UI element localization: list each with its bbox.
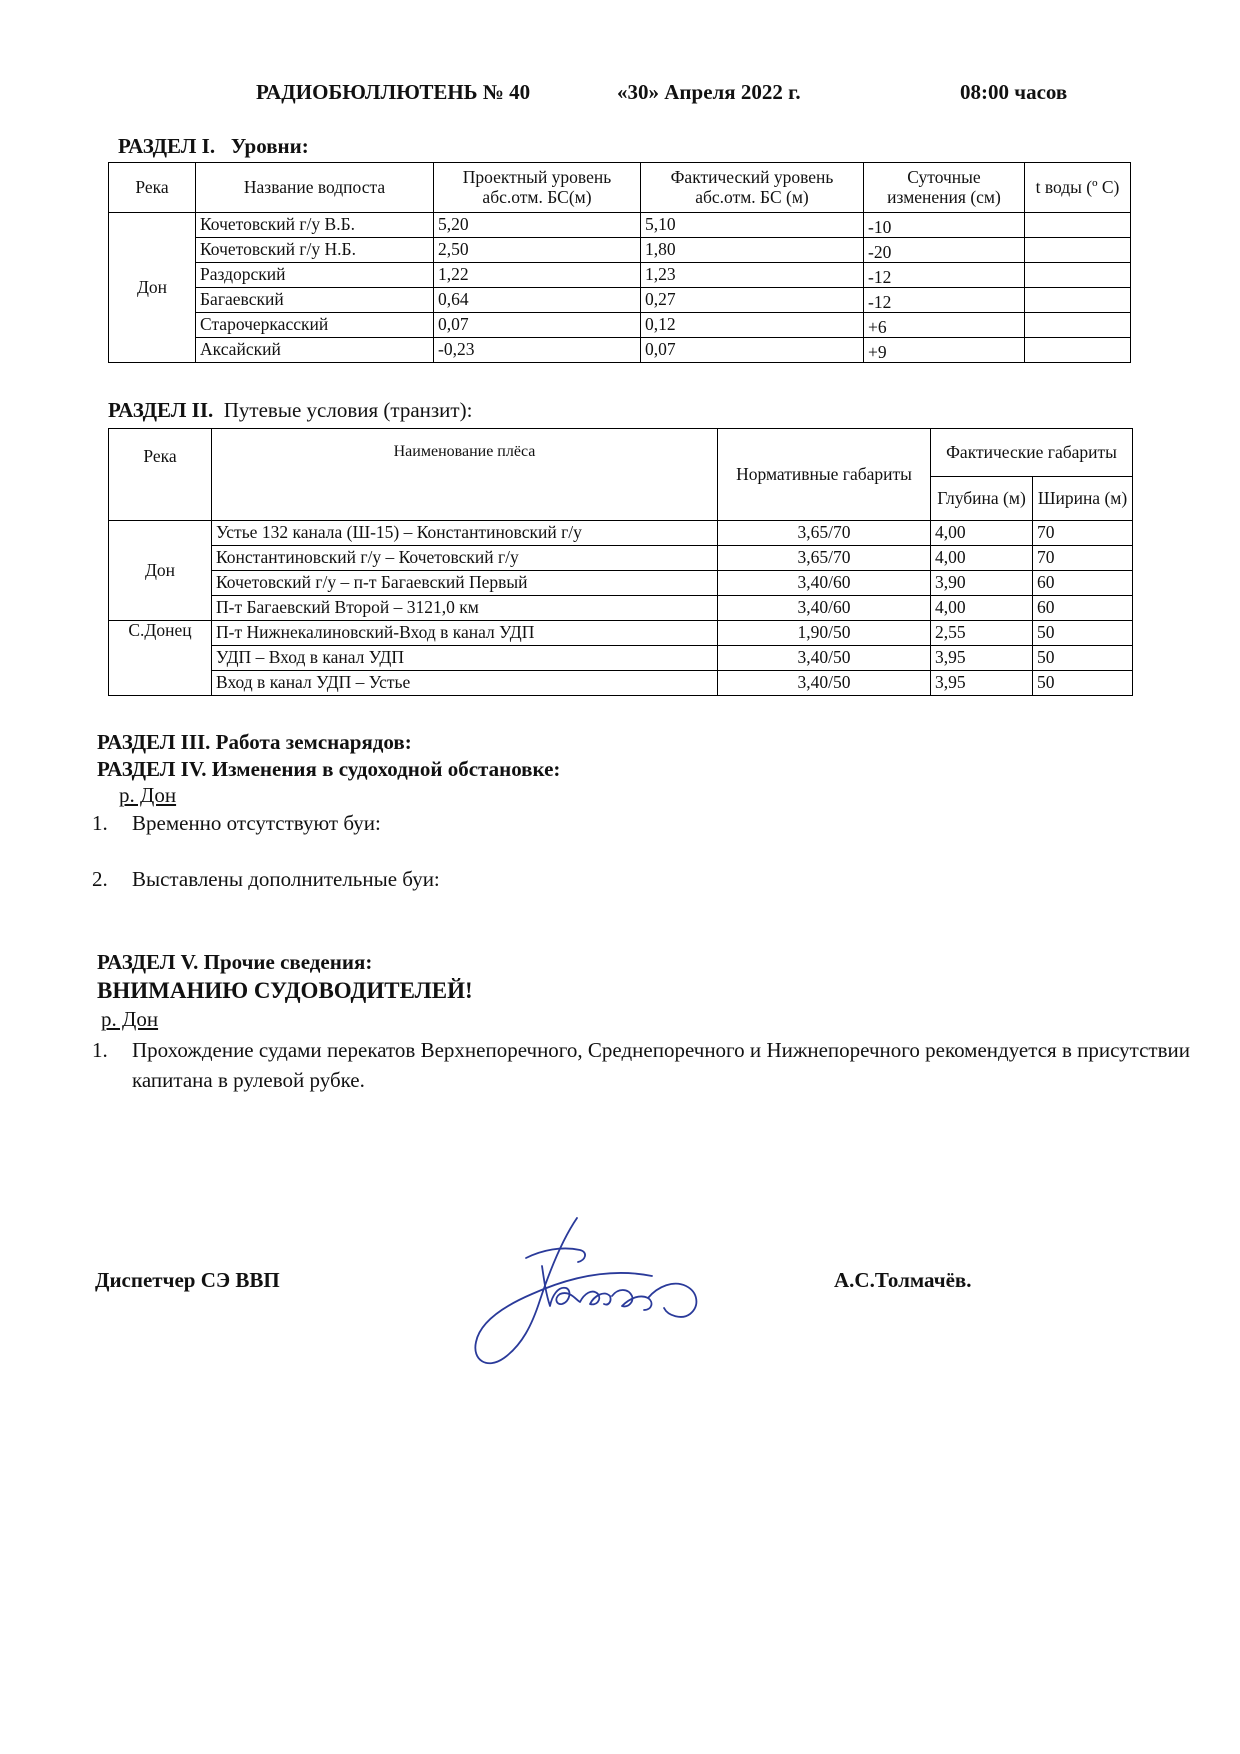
actual-cell: 0,12 bbox=[641, 313, 864, 338]
reach-cell: Устье 132 канала (Ш-15) – Константиновский г/у bbox=[212, 521, 718, 546]
post-cell: Кочетовский г/у Н.Б. bbox=[196, 238, 434, 263]
item-text: Прохождение судами перекатов Верхнепоречного, Среднепоречного и Нижнепоречного рекомендуется в присутствии капитана в рулевой рубке. bbox=[132, 1038, 1190, 1092]
transit-table bbox=[108, 428, 1133, 696]
actual-cell: 1,80 bbox=[641, 238, 864, 263]
temp-cell bbox=[1025, 238, 1131, 263]
river-cell: Дон bbox=[109, 521, 212, 621]
section2-title bbox=[108, 398, 472, 423]
list-item bbox=[92, 864, 1190, 894]
reach-cell: П-т Нижнекалиновский-Вход в канал УДП bbox=[212, 621, 718, 646]
section5-title: РАЗДЕЛ V. Прочие сведения: bbox=[97, 950, 373, 974]
temp-cell bbox=[1025, 338, 1131, 363]
bulletin-header bbox=[0, 80, 1240, 110]
col-water-temp: t воды (º С) bbox=[1025, 163, 1131, 213]
project-cell: 5,20 bbox=[434, 213, 641, 238]
section3-title: РАЗДЕЛ III. Работа земснарядов: bbox=[97, 730, 412, 754]
change-cell: -10 bbox=[864, 213, 1025, 238]
project-cell: 0,07 bbox=[434, 313, 641, 338]
width-cell: 60 bbox=[1033, 571, 1133, 596]
width-cell: 70 bbox=[1033, 546, 1133, 571]
attention-heading: ВНИМАНИЮ СУДОВОДИТЕЛЕЙ! bbox=[97, 978, 473, 1003]
width-cell: 50 bbox=[1033, 646, 1133, 671]
norm-cell: 3,40/60 bbox=[718, 571, 931, 596]
table-row bbox=[109, 546, 1133, 571]
reach-cell: Константиновский г/у – Кочетовский г/у bbox=[212, 546, 718, 571]
table-row bbox=[109, 263, 1131, 288]
actual-cell: 5,10 bbox=[641, 213, 864, 238]
section1-label: РАЗДЕЛ I. bbox=[118, 134, 216, 158]
temp-cell bbox=[1025, 313, 1131, 338]
temp-cell bbox=[1025, 288, 1131, 313]
section2-label: РАЗДЕЛ II. bbox=[108, 398, 214, 422]
section4-title: РАЗДЕЛ IV. Изменения в судоходной обстановке: bbox=[97, 757, 561, 781]
col-daily-change: Суточные изменения (см) bbox=[864, 163, 1025, 213]
section5-river: р. Дон bbox=[101, 1007, 159, 1031]
norm-cell: 3,40/50 bbox=[718, 671, 931, 696]
item-number: 1. bbox=[92, 1038, 108, 1062]
col-actual-level: Фактический уровень абс.отм. БС (м) bbox=[641, 163, 864, 213]
change-cell: +6 bbox=[864, 313, 1025, 338]
section4-river: р. Дон bbox=[119, 783, 177, 807]
project-cell: -0,23 bbox=[434, 338, 641, 363]
table-row bbox=[109, 621, 1133, 646]
levels-header-row bbox=[109, 163, 1131, 213]
project-cell: 0,64 bbox=[434, 288, 641, 313]
table-row bbox=[109, 313, 1131, 338]
river-cell: С.Донец bbox=[109, 621, 212, 696]
project-cell: 1,22 bbox=[434, 263, 641, 288]
depth-cell: 3,95 bbox=[931, 671, 1033, 696]
col-reach-name: Наименование плёса bbox=[212, 429, 718, 521]
signer-position: Диспетчер СЭ ВВП bbox=[95, 1268, 280, 1292]
bulletin-time: 08:00 часов bbox=[960, 80, 1068, 104]
col-width: Ширина (м) bbox=[1033, 477, 1133, 521]
depth-cell: 2,55 bbox=[931, 621, 1033, 646]
col-depth: Глубина (м) bbox=[931, 477, 1033, 521]
col-river: Река bbox=[109, 163, 196, 213]
item-number: 2. bbox=[92, 867, 108, 891]
actual-cell: 1,23 bbox=[641, 263, 864, 288]
item-number: 1. bbox=[92, 811, 108, 835]
norm-cell: 3,65/70 bbox=[718, 546, 931, 571]
post-cell: Кочетовский г/у В.Б. bbox=[196, 213, 434, 238]
table-row bbox=[109, 338, 1131, 363]
table-row bbox=[109, 213, 1131, 238]
table-row bbox=[109, 521, 1133, 546]
norm-cell: 3,65/70 bbox=[718, 521, 931, 546]
norm-cell: 1,90/50 bbox=[718, 621, 931, 646]
change-cell: -12 bbox=[864, 288, 1025, 313]
post-cell: Багаевский bbox=[196, 288, 434, 313]
table-row bbox=[109, 238, 1131, 263]
reach-cell: УДП – Вход в канал УДП bbox=[212, 646, 718, 671]
depth-cell: 3,95 bbox=[931, 646, 1033, 671]
reach-cell: Кочетовский г/у – п-т Багаевский Первый bbox=[212, 571, 718, 596]
change-cell: -12 bbox=[864, 263, 1025, 288]
list-item bbox=[92, 808, 1190, 838]
temp-cell bbox=[1025, 263, 1131, 288]
list-item bbox=[92, 1035, 1190, 1095]
temp-cell bbox=[1025, 213, 1131, 238]
section1-heading: Уровни: bbox=[230, 134, 309, 158]
reach-cell: П-т Багаевский Второй – 3121,0 км bbox=[212, 596, 718, 621]
change-cell: -20 bbox=[864, 238, 1025, 263]
table-row bbox=[109, 288, 1131, 313]
item-text: Выставлены дополнительные буи: bbox=[132, 867, 440, 891]
table-row bbox=[109, 571, 1133, 596]
river-cell: Дон bbox=[109, 213, 196, 363]
width-cell: 50 bbox=[1033, 621, 1133, 646]
signer-name: А.С.Толмачёв. bbox=[834, 1268, 972, 1292]
table-row bbox=[109, 671, 1133, 696]
norm-cell: 3,40/60 bbox=[718, 596, 931, 621]
item-text: Временно отсутствуют буи: bbox=[132, 811, 381, 835]
width-cell: 50 bbox=[1033, 671, 1133, 696]
section2-heading: Путевые условия (транзит): bbox=[223, 398, 473, 422]
depth-cell: 4,00 bbox=[931, 521, 1033, 546]
col-post-name: Название водпоста bbox=[196, 163, 434, 213]
depth-cell: 4,00 bbox=[931, 596, 1033, 621]
col-actual-dims: Фактические габариты bbox=[931, 429, 1133, 477]
actual-cell: 0,07 bbox=[641, 338, 864, 363]
actual-cell: 0,27 bbox=[641, 288, 864, 313]
width-cell: 70 bbox=[1033, 521, 1133, 546]
depth-cell: 4,00 bbox=[931, 546, 1033, 571]
reach-cell: Вход в канал УДП – Устье bbox=[212, 671, 718, 696]
section1-title bbox=[118, 134, 309, 159]
table-row bbox=[109, 646, 1133, 671]
table-row bbox=[109, 596, 1133, 621]
project-cell: 2,50 bbox=[434, 238, 641, 263]
levels-table bbox=[108, 162, 1131, 363]
post-cell: Старочеркасский bbox=[196, 313, 434, 338]
width-cell: 60 bbox=[1033, 596, 1133, 621]
bulletin-title: РАДИОБЮЛЛЮТЕНЬ № 40 bbox=[256, 80, 531, 104]
norm-cell: 3,40/50 bbox=[718, 646, 931, 671]
change-cell: +9 bbox=[864, 338, 1025, 363]
col-project-level: Проектный уровень абс.отм. БС(м) bbox=[434, 163, 641, 213]
post-cell: Аксайский bbox=[196, 338, 434, 363]
col-normative-dims: Нормативные габариты bbox=[718, 429, 931, 521]
transit-header-row bbox=[109, 429, 1133, 477]
post-cell: Раздорский bbox=[196, 263, 434, 288]
depth-cell: 3,90 bbox=[931, 571, 1033, 596]
col-river: Река bbox=[109, 429, 212, 521]
bulletin-date: «30» Апреля 2022 г. bbox=[617, 80, 801, 104]
handwritten-signature bbox=[462, 1210, 732, 1380]
